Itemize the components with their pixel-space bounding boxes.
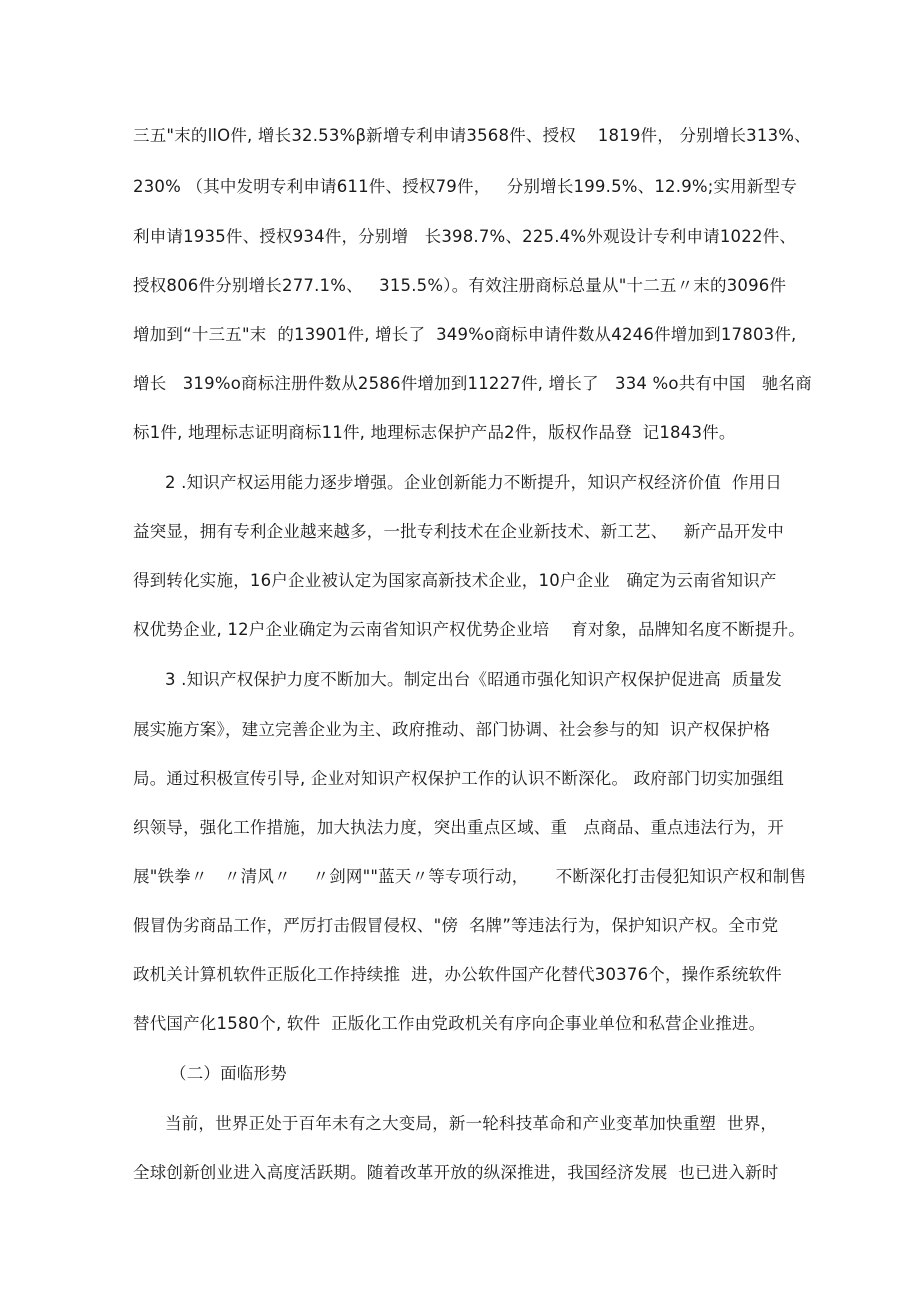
text-line: 全球创新创业进入高度活跃期。随着改革开放的纵深推进，我国经济发展 也已进入新时 xyxy=(133,1163,779,1182)
text-line: 益突显，拥有专利企业越来越多，一批专利技术在企业新技术、新工艺、 新产品开发中 xyxy=(133,522,784,541)
paragraph-4-line: 当前，世界正处于百年未有之大变局，新一轮科技革命和产业变革加快重塑 世界， xyxy=(165,1114,778,1133)
text-line: 权优势企业, 12户企业确定为云南省知识产权优势企业培 育对象，品牌知名度不断提升。 xyxy=(133,620,805,639)
paragraph-2-line: 2 .知识产权运用能力逐步增强。企业创新能力不断提升，知识产权经济价值 作用日 xyxy=(165,473,782,492)
text-line: 假冒伪劣商品工作，严厉打击假冒侵权、"傍 名牌”等违法行为，保护知识产权。全市党 xyxy=(133,916,779,935)
text-line: 织领导，强化工作措施，加大执法力度，突出重点区域、重 点商品、重点违法行为，开 xyxy=(133,818,784,837)
text-line: 展"铁拳〃 〃清风〃 〃剑网""蓝天〃等专项行动， 不断深化打击侵犯知识产权和制售 xyxy=(133,867,807,886)
text-line: 政机关计算机软件正版化工作持续推 进，办公软件国产化替代30376个，操作系统软件 xyxy=(133,965,782,984)
text-line: 230% （其中发明专利申请611件、授权79件， 分别增长199.5%、12.9%;实用新型专 xyxy=(133,177,798,196)
text-line: 标1件, 地理标志证明商标11件, 地理标志保护产品2件，版权作品登 记1843件。 xyxy=(133,423,736,442)
text-line: 三五"末的llO件, 增长32.53%β新增专利申请3568件、授权 1819件， 分别增长313%、 xyxy=(133,126,811,145)
text-line: 替代国产化1580个, 软件 正版化工作由党政机关有序向企事业单位和私营企业推进。 xyxy=(133,1014,766,1033)
text-line: 增加到“十三五"末 的13901件, 增长了 349%o商标申请件数从4246件增加到17803件, xyxy=(133,325,797,344)
paragraph-3-line: 3 .知识产权保护力度不断加大。制定出台《昭通市强化知识产权保护促进高 质量发 xyxy=(165,670,782,689)
text-line: 得到转化实施，16户企业被认定为国家高新技术企业，10户企业 确定为云南省知识产 xyxy=(133,571,777,590)
text-line: 局。通过积极宣传引导, 企业对知识产权保护工作的认识不断深化。 政府部门切实加强组 xyxy=(133,769,784,788)
section-heading: （二）面临形势 xyxy=(170,1064,287,1083)
text-line: 授权806件分别增长277.1%、 315.5%）。有效注册商标总量从"十二五〃末的3096件 xyxy=(133,276,787,295)
text-line: 利申请1935件、授权934件，分别增 长398.7%、225.4%外观设计专利申请1022件、 xyxy=(133,227,797,246)
text-line: 增长 319%o商标注册件数从2586件增加到11227件, 增长了 334 %o共有中国 驰名商 xyxy=(133,374,812,393)
text-line: 展实施方案》，建立完善企业为主、政府推动、部门协调、社会参与的知 识产权保护格 xyxy=(133,720,771,739)
